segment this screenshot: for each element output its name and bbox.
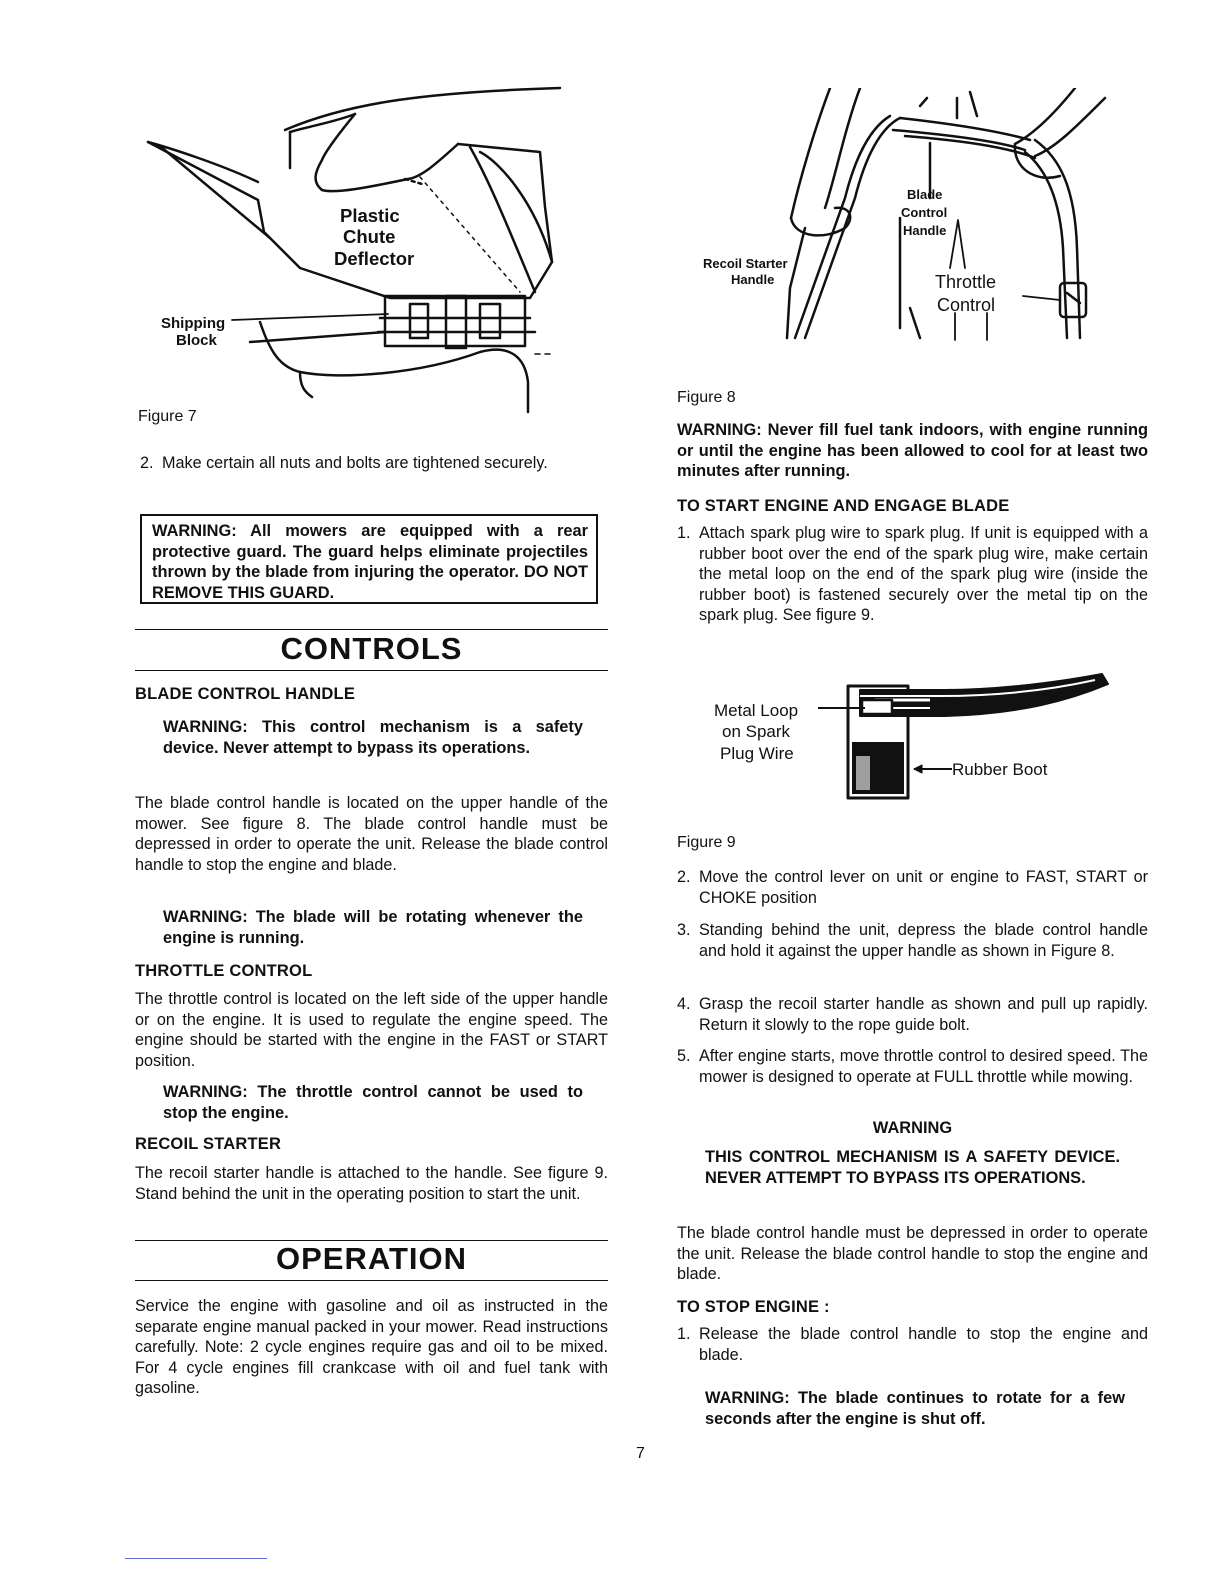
blade-rotating-warning: WARNING: The blade will be rotating whenever the engine is running.	[163, 908, 583, 947]
operation-title: OPERATION	[276, 1241, 467, 1276]
figure-9-illustration	[700, 670, 1120, 805]
figure-8-label-throttle-control: Control	[937, 295, 996, 315]
figure-8-label-handle: Handle	[903, 223, 947, 238]
guard-warning-box	[140, 514, 598, 604]
step-text: Move the control lever on unit or engine to FAST, START or CHOKE position	[699, 868, 1148, 907]
throttle-control-heading: THROTTLE CONTROL	[135, 962, 313, 980]
guard-warning-text: WARNING: All mowers are equipped with a rear protective guard. The guard helps eliminate projectiles thrown by the blade from injuring the operator. DO NOT REMOVE THIS GUARD.	[152, 522, 588, 602]
step-number: 3.	[677, 921, 691, 939]
figure-9-caption: Figure 9	[677, 834, 736, 851]
figure-9-label-on-spark: on Spark	[722, 722, 791, 741]
operation-text: Service the engine with gasoline and oil as instructed in the separate engine manual packed in your mower. Read instructions carefully. Note: 2 cycle engines require gas and oil to be mixed. For 4 cycle engines fill crankcase with oil and fuel tank with gasoline.	[135, 1297, 608, 1397]
figure-7-label-deflector: Deflector	[334, 248, 415, 269]
step-number: 1.	[677, 524, 691, 542]
safety-body-text: The blade control handle must be depressed in order to operate the unit. Release the blade control handle to stop the engine and blade.	[677, 1224, 1148, 1283]
step-text: Grasp the recoil starter handle as shown and pull up rapidly. Return it slowly to the rope guide bolt.	[699, 995, 1148, 1034]
blade-control-heading: BLADE CONTROL HANDLE	[135, 685, 356, 703]
step-text: Standing behind the unit, depress the blade control handle and hold it against the upper handle as shown in Figure 8.	[699, 921, 1148, 960]
start-step-1	[677, 523, 1148, 626]
recoil-starter-heading: RECOIL STARTER	[135, 1135, 282, 1153]
step-text: Make certain all nuts and bolts are tightened securely.	[162, 454, 548, 472]
start-step-2	[677, 867, 1148, 908]
step-2-left	[140, 453, 608, 474]
start-step-5	[677, 1046, 1148, 1087]
figure-9-label-metal-loop: Metal Loop	[714, 701, 799, 720]
step-text: Release the blade control handle to stop the engine and blade.	[699, 1325, 1148, 1364]
step-number: 2.	[140, 454, 154, 472]
figure-7-label-shipping: Shipping	[161, 315, 226, 332]
start-step-4	[677, 994, 1148, 1035]
step-number: 2.	[677, 868, 691, 886]
figure-9-label-rubber-boot: Rubber Boot	[952, 760, 1048, 779]
controls-rule-top	[135, 629, 608, 630]
figure-8-caption: Figure 8	[677, 389, 736, 406]
figure-7-label-chute: Chute	[343, 226, 396, 247]
step-number: 4.	[677, 995, 691, 1013]
figure-8-label-throttle: Throttle	[935, 272, 997, 292]
figure-9-label-plug-wire: Plug Wire	[720, 744, 794, 763]
recoil-starter-text: The recoil starter handle is attached to the handle. See figure 9. Stand behind the unit in the operating position to start the unit.	[135, 1164, 608, 1203]
figure-7-label-block: Block	[176, 332, 217, 349]
step-text: After engine starts, move throttle control to desired speed. The mower is designed to operate at FULL throttle while mowing.	[699, 1047, 1148, 1086]
step-number: 5.	[677, 1047, 691, 1065]
blade-control-text: The blade control handle is located on the upper handle of the mower. See figure 8. The blade control handle must be depressed in order to operate the unit. Release the blade control handle to stop the engine and blade.	[135, 794, 608, 874]
bottom-mark-line	[125, 1558, 267, 1559]
controls-rule-bottom	[135, 670, 608, 671]
stop-engine-heading: TO STOP ENGINE :	[677, 1298, 830, 1316]
safety-warning-title: WARNING	[872, 1119, 953, 1137]
controls-title: CONTROLS	[280, 631, 463, 666]
figure-8-label-recoil: Recoil Starter	[703, 256, 788, 271]
page-number: 7	[636, 1445, 645, 1462]
stop-step-1	[677, 1324, 1148, 1365]
figure-8-label-blade: Blade	[907, 187, 943, 202]
figure-7-caption: Figure 7	[138, 408, 197, 425]
figure-8-illustration	[695, 88, 1110, 346]
figure-7-illustration	[140, 82, 570, 414]
start-step-3	[677, 920, 1148, 961]
start-engine-heading: TO START ENGINE AND ENGAGE BLADE	[677, 497, 1010, 515]
step-text: Attach spark plug wire to spark plug. If unit is equipped with a rubber boot over the end of the spark plug wire, make certain the metal loop on the end of the spark plug wire (inside the rubber boot) is fastened securely over the metal tip on the spark plug. See figure 9.	[699, 524, 1148, 624]
throttle-control-text: The throttle control is located on the left side of the upper handle or on the engine. It is used to regulate the engine speed. The engine should be started with the engine in the FAST or START position.	[135, 990, 608, 1070]
figure-7-label-plastic: Plastic	[340, 205, 400, 226]
throttle-control-warning: WARNING: The throttle control cannot be used to stop the engine.	[163, 1083, 583, 1122]
blade-control-warning: WARNING: This control mechanism is a safety device. Never attempt to bypass its operations.	[163, 718, 583, 757]
stop-warning: WARNING: The blade continues to rotate for a few seconds after the engine is shut off.	[705, 1389, 1125, 1428]
step-number: 1.	[677, 1325, 691, 1343]
figure-8-label-recoil-handle: Handle	[731, 272, 775, 287]
operation-rule-bottom	[135, 1280, 608, 1281]
fuel-warning: WARNING: Never fill fuel tank indoors, with engine running or until the engine has been allowed to cool for at least two minutes after running.	[677, 421, 1148, 480]
safety-warning-text: THIS CONTROL MECHANISM IS A SAFETY DEVICE. NEVER ATTEMPT TO BYPASS ITS OPERATIONS.	[705, 1148, 1120, 1187]
figure-8-label-control: Control	[901, 205, 948, 220]
